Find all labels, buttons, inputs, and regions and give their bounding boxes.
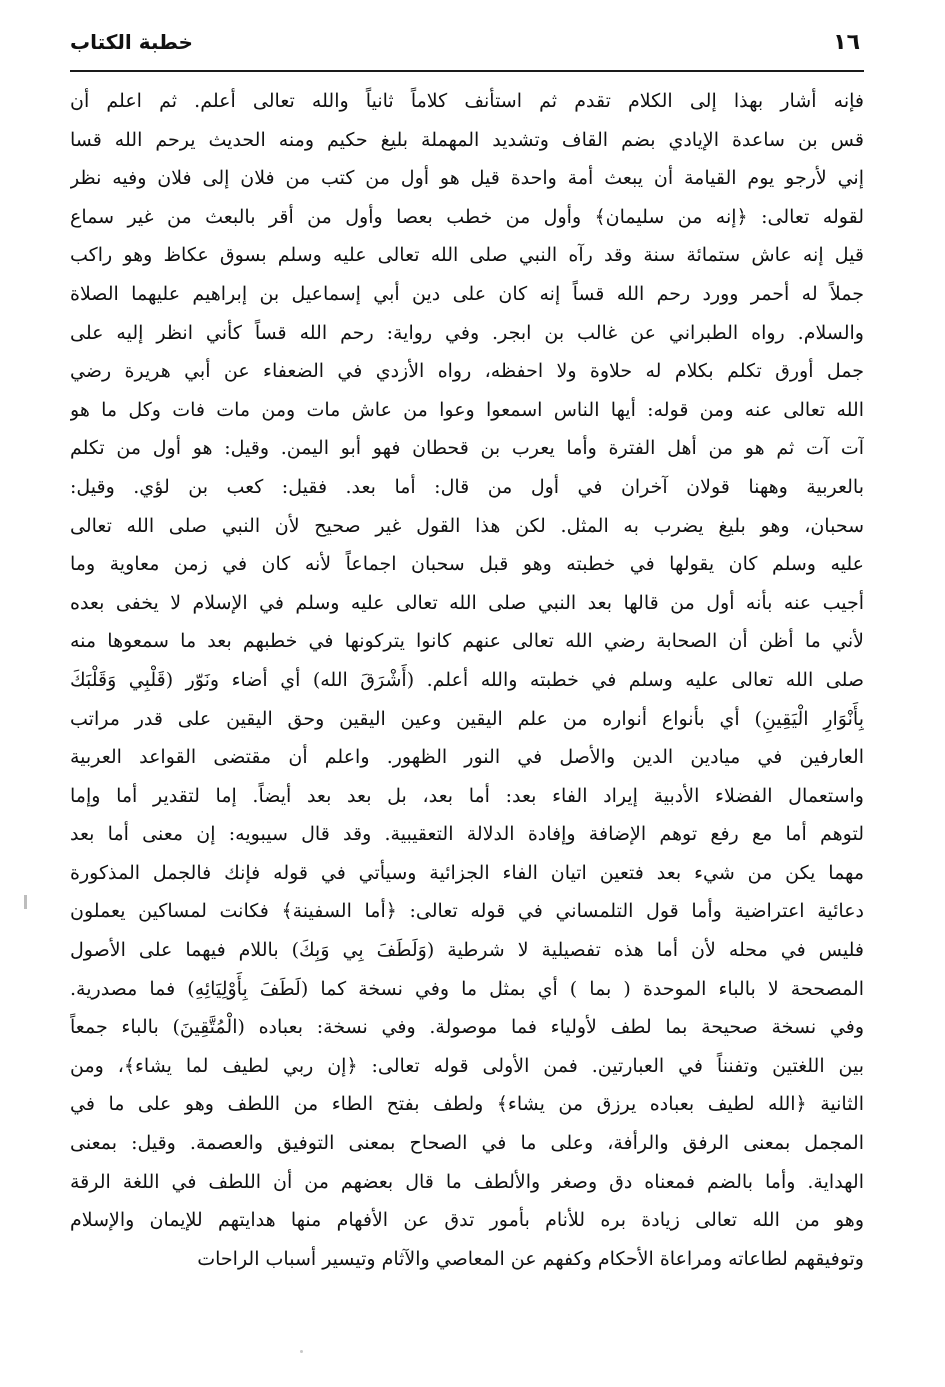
text-line: العارفين في ميادين الدين والأصل في النور الظهور. واعلم أن مقتضى القواعد العربية [70, 746, 864, 769]
text-line: وهو من الله تعالى زيادة بره للأنام بأمور تدق عن الأفهام منها هدايتهم للإيمان والإسلام [70, 1209, 864, 1232]
text-line: دعائية اعتراضية وأما قول التلمساني في قوله تعالى: ﴿أما السفينة﴾ فكانت لمساكين يعملون [70, 900, 864, 923]
text-line: عليه وسلم كان يقولها في خطبته وهو قبل سحبان اجماعاً لأنه كان في زمن معاوية وما [70, 553, 864, 576]
text-line: لقوله تعالى: ﴿إنه من سليمان﴾ وأول من خطب بعصا وأول من أقر بالبعث من غير سماع [70, 205, 864, 228]
text-line: إني لأرجو يوم القيامة أن يبعث أمة واحدة قيل هو أول من كتب من فلان إلى فلان وفيه نظر [70, 167, 864, 190]
body-text [70, 82, 864, 1278]
text-line: مهما يكن من شيء بعد فتعين اتيان الفاء الجزائية وسيأتي في قوله فإنك فالجمل المذكورة [70, 861, 864, 884]
text-line: المجمل بمعنى الرفق والرأفة، وعلى ما في الصحاح بمعنى التوفيق والعصمة. وقيل: بمعنى [70, 1132, 864, 1155]
text-line: فليس في محله لأن أما هذه تفصيلية لا شرطية (وَلَطَفَ بِي وَبِكَ) باللام فيهما على الأصول [70, 939, 864, 962]
text-line: أجيب عنه بأنه أول من قالها بعد النبي صلى الله تعالى عليه وسلم في الإسلام لا يخفى بعده [70, 591, 864, 614]
text-line: الهداية. وأما بالضم فمعناه دق وصغر والألطف ما قال بعضهم من أن اللطف في اللغة الرقة [70, 1170, 864, 1193]
text-line: جمل أورق تكلم بكلام له حلاوة ولا احفظه، رواه الأزدي في الضعفاء عن أبي هريرة رضي [70, 360, 864, 383]
header-rule [70, 70, 864, 72]
text-line: والسلام. رواه الطبراني عن غالب بن ابجر. وفي رواية: رحم الله قساً كأني انظر إليه على [70, 321, 864, 344]
text-line: قيل إنه عاش ستمائة سنة وقد رآه النبي صلى الله تعالى عليه وسلم بسوق عكاظ وهو راكب [70, 244, 864, 267]
text-line: وتوفيقهم لطاعاته ومراعاة الأحكام وكفهم عن المعاصي والآثام وتيسير أسباب الراحات [197, 1247, 864, 1270]
text-line: فإنه أشار بهذا إلى الكلام تقدم ثم استأنف كلاماً ثانياً والله تعالى أعلم. ثم اعلم أن [70, 90, 864, 112]
text-line: لتوهم أما مع رفع توهم الإضافة وإفادة الدلالة التعقيبية. وقد قال سيبويه: إن معنى أما بعد [70, 823, 864, 846]
text-line: سحبان، وهو بليغ يضرب به المثل. لكن هذا القول غير صحيح لأن النبي صلى الله تعالى [70, 514, 864, 537]
page-number: ١٦ [833, 30, 860, 55]
text-line: المصححة لا بالباء الموحدة ( بما ) أي بمثل ما وفي نسخة كما (لَطَفَ بِأَوْلِيَائِهِ) فما مصدرية. [70, 977, 864, 1000]
text-line: واستعمال الفضلاء الأدبية إيراد الفاء بعد: أما بعد، بل بعد بعد أيضاً. إما لتقدير أما وإما [70, 784, 864, 807]
text-line: قس بن ساعدة الإيادي بضم القاف وتشديد المهملة بليغ حكيم ومنه الحديث يرحم الله قسا [70, 128, 864, 151]
scan-speck [300, 1350, 303, 1353]
text-line: لأني ما أظن أن الصحابة رضي الله تعالى عنهم كانوا يتركونها في خطبهم بعد ما سمعوها منه [70, 630, 864, 653]
text-line: الثانية ﴿الله لطيف بعباده يرزق من يشاء﴾ ولطف بفتح الطاء من اللطف وهو على ما في [70, 1093, 864, 1116]
text-line: بِأَنْوَارِ الْيَقِينِ) أي بأنواع أنواره من علم اليقين وعين اليقين وحق اليقين على قدر مراتب [70, 707, 864, 730]
text-line: جملاً له أحمر وورد رحم الله قساً إنه كان على دين أبي إسماعيل بن إبراهيم عليهما الصلاة [70, 282, 864, 305]
text-line: آت آت ثم هو من أهل الفترة وأما يعرب بن قحطان فهو أبو اليمن. وقيل: هو أول من تكلم [70, 437, 864, 460]
text-line: الله تعالى عنه ومن قوله: أيها الناس اسمعوا وعوا من عاش مات ومن مات فات وكل ما هو [70, 398, 864, 421]
page-header [70, 20, 860, 60]
text-line: صلى الله تعالى عليه وسلم في خطبته والله أعلم. (أَشْرَقَ الله) أي أضاء ونَوّر (قَلْبِي وَقَلْبَكَ [70, 668, 864, 691]
text-line: بين اللغتين وتفنناً في العبارتين. فمن الأولى قوله تعالى: ﴿إن ربي لطيف لما يشاء﴾، ومن [70, 1054, 864, 1077]
running-title: خطبة الكتاب [70, 30, 193, 54]
scan-margin-mark [24, 895, 27, 909]
text-line: وفي نسخة صحيحة بما لطف لأولياء فما موصولة. وفي نسخة: بعباده (الْمُتَّقِينَ) بالباء جمعاً [70, 1016, 864, 1039]
text-line: بالعربية وههنا قولان آخران في أول من قال: أما بعد. فقيل: كعب بن لؤي. وقيل: [70, 475, 864, 498]
